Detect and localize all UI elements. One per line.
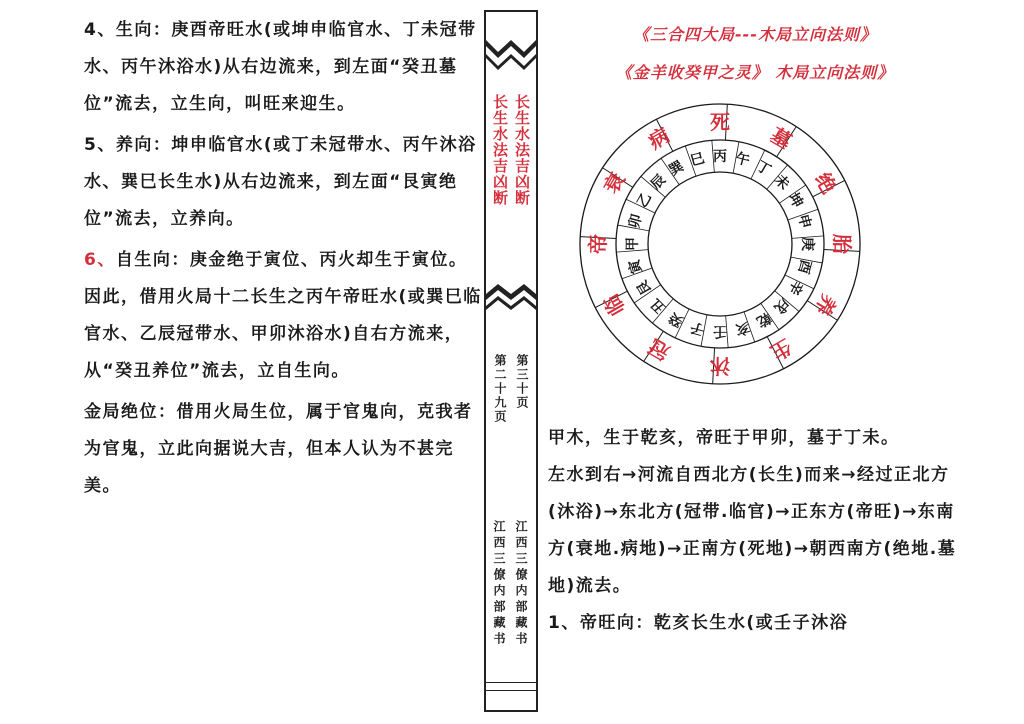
spine-title-left: 长生水法吉凶断 <box>491 94 509 206</box>
inner-direction-label: 壬 <box>713 323 727 339</box>
ring-circle-1 <box>616 140 824 348</box>
right-page-title-1: 《三合四大局---木局立向法则》 <box>633 25 877 44</box>
inner-direction-label: 巳 <box>688 150 707 170</box>
outer-stage-label: 冠 <box>644 334 674 366</box>
inner-direction-label: 子 <box>688 318 707 338</box>
inner-direction-label: 丁 <box>753 158 774 180</box>
inner-direction-label: 乙 <box>634 190 656 211</box>
inner-direction-label: 丑 <box>647 294 670 317</box>
ring-circle-2 <box>648 172 792 316</box>
inner-direction-label: 癸 <box>666 308 687 330</box>
outer-stage-label: 临 <box>598 290 630 320</box>
inner-direction-label: 戌 <box>770 294 793 317</box>
inner-direction-label: 丙 <box>713 149 727 165</box>
inner-direction-label: 坤 <box>784 190 806 211</box>
paragraph-di-wang-xiang: 1、帝旺向：乾亥长生水(或壬子沐浴 <box>548 613 849 633</box>
spine-divider <box>486 690 536 691</box>
inner-direction-label: 酉 <box>794 257 814 276</box>
inner-direction-label: 艮 <box>634 277 656 298</box>
spine-title-right: 长生水法吉凶断 <box>513 94 531 206</box>
paragraph-yang-xiang: 5、养向：坤申临官水(或丁未冠带水、丙午沐浴水、巽巳长生水)从右边流来，到左面“艮寅绝位”流去，立养向。 <box>84 135 477 229</box>
inner-direction-label: 乾 <box>753 308 774 330</box>
inner-direction-label: 申 <box>794 212 814 231</box>
right-page-title-2: 《金羊收癸甲之灵》 木局立向法则》 <box>615 63 895 82</box>
spine-publisher-left: 江西三僚内部藏书 <box>492 520 506 648</box>
inner-direction-label: 亥 <box>733 318 752 338</box>
paragraph-jia-mu: 甲木，生于乾亥，帝旺于甲卯，墓于丁未。 <box>548 428 900 448</box>
inner-direction-label: 甲 <box>625 237 641 251</box>
spine-ornament-top <box>486 12 536 82</box>
outer-stage-label: 绝 <box>810 168 842 198</box>
left-page-text <box>84 12 484 509</box>
outer-stage-label: 墓 <box>766 122 796 154</box>
right-page-text <box>548 420 958 642</box>
paragraph-number: 6、 <box>84 250 116 270</box>
paragraph-zi-sheng-text: 自生向：庚金绝于寅位、丙火却生于寅位。因此，借用火局十二长生之丙午帝旺水(或巽巳临官水、乙辰冠带水、甲卯沐浴水)自右方流来，从“癸丑养位”流去，立自生向。 <box>84 250 482 381</box>
spine-ornament-mid <box>486 280 536 320</box>
spine-divider <box>486 682 536 683</box>
spine-publisher-right: 江西三僚内部藏书 <box>514 520 528 648</box>
outer-stage-label: 生 <box>766 334 796 366</box>
outer-stage-label: 死 <box>710 110 730 134</box>
outer-stage-label: 胎 <box>830 234 854 254</box>
paragraph-jin-ju-jue-wei: 金局绝位：借用火局生位，属于官鬼向，克我者为官鬼，立此向据说大吉，但本人认为不甚完美。 <box>84 402 473 496</box>
spine-page-right: 第三十页 <box>515 354 529 410</box>
inner-direction-label: 巽 <box>666 158 687 180</box>
inner-direction-label: 寅 <box>626 257 646 276</box>
inner-direction-label: 卯 <box>626 212 646 231</box>
outer-stage-label: 病 <box>644 122 674 154</box>
outer-stage-label: 衰 <box>598 168 630 198</box>
ring-circle-0 <box>580 104 860 384</box>
book-spine <box>484 10 538 712</box>
inner-direction-label: 辛 <box>784 277 806 298</box>
inner-direction-label: 未 <box>770 171 793 194</box>
twelve-stages-compass-diagram <box>575 94 865 404</box>
inner-direction-label: 午 <box>733 150 752 170</box>
paragraph-sheng-xiang: 4、生向：庚酉帝旺水(或坤申临官水、丁未冠带水、丙午沐浴水)从右边流来，到左面“癸丑墓位”流去，立生向，叫旺来迎生。 <box>84 20 477 114</box>
paragraph-water-flow: 左水到右→河流自西北方(长生)而来→经过正北方(沐浴)→东北方(冠带.临官)→正东方(帝旺)→东南方(衰地.病地)→正南方(死地)→朝西南方(绝地.墓地)流去。 <box>548 465 957 596</box>
inner-direction-label: 辰 <box>647 171 670 194</box>
inner-direction-label: 庚 <box>799 237 815 251</box>
outer-stage-label: 沐 <box>710 354 730 378</box>
paragraph-zi-sheng-xiang <box>84 242 484 390</box>
outer-stage-label: 帝 <box>586 234 610 254</box>
spine-page-left: 第二十九页 <box>493 354 507 424</box>
outer-stage-label: 养 <box>810 290 842 320</box>
